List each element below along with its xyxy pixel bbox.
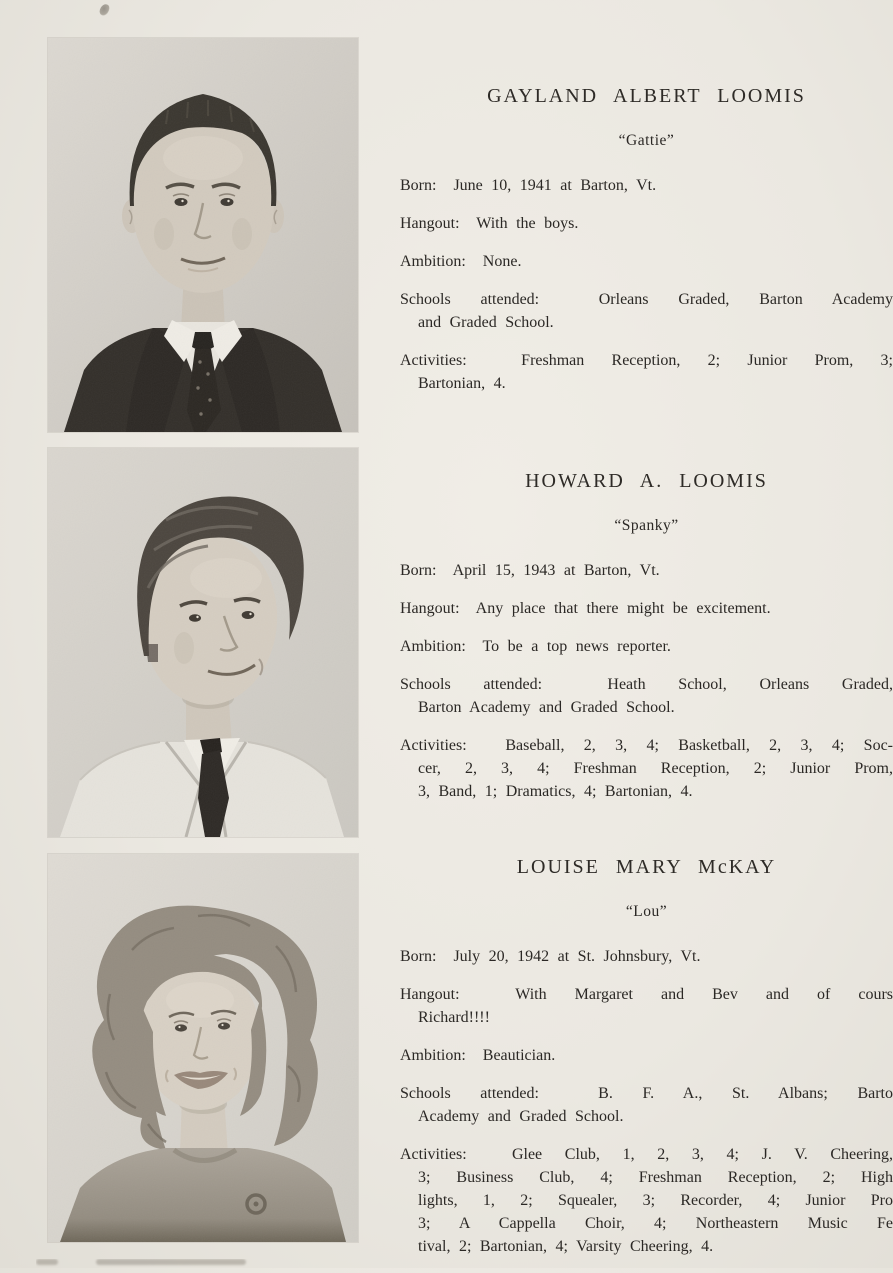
bio-line: Activities: Freshman Reception, 2; Junior Prom, 3; (400, 352, 893, 369)
student-nickname: “Gattie” (618, 132, 675, 149)
portrait-photo-male-pompadour (48, 448, 358, 837)
bio-line: and Graded School. (418, 314, 554, 331)
bio-line: Barton Academy and Graded School. (418, 699, 675, 716)
bio-ambition (400, 635, 893, 658)
bio-line: Born: June 10, 1941 at Barton, Vt. (400, 177, 657, 194)
portrait-louise-mckay (48, 854, 358, 1242)
bio-line: Bartonian, 4. (418, 375, 506, 392)
bio-activities (400, 349, 893, 395)
student-name: HOWARD A. LOOMIS (525, 470, 768, 492)
portrait-photo-female-curls (48, 854, 358, 1242)
bio-line: Richard!!!! (418, 1009, 490, 1026)
bio-line: Ambition: To be a top news reporter. (400, 638, 671, 655)
bio-hangout (400, 212, 893, 235)
page-footer-cutoff (36, 1259, 356, 1268)
bio-hangout (400, 983, 893, 1029)
student-nickname: “Spanky” (614, 517, 679, 534)
bio-line: Born: April 15, 1943 at Barton, Vt. (400, 562, 660, 579)
bio-ambition (400, 250, 893, 273)
bio-born (400, 174, 893, 197)
student-name: LOUISE MARY McKAY (516, 856, 777, 878)
bio-line: Hangout: With the boys. (400, 215, 579, 232)
portrait-gayland-loomis (48, 38, 358, 432)
bio-line: Hangout: With Margaret and Bev and of cours (400, 986, 893, 1003)
bio-line: Schools attended: Heath School, Orleans Graded, (400, 676, 893, 693)
print-speck (98, 3, 110, 17)
bio-line: 3, Band, 1; Dramatics, 4; Bartonian, 4. (418, 783, 693, 800)
bio-ambition (400, 1044, 893, 1067)
portrait-howard-loomis (48, 448, 358, 837)
bio-line: Activities: Glee Club, 1, 2, 3, 4; J. V. Cheering, (400, 1146, 893, 1163)
bio-schools (400, 288, 893, 334)
bio-activities (400, 1143, 893, 1258)
bio-line: Hangout: Any place that there might be excitement. (400, 600, 771, 617)
bio-line: Ambition: None. (400, 253, 522, 270)
bio-born (400, 945, 893, 968)
bio-line: Schools attended: Orleans Graded, Barton Academy (400, 291, 893, 308)
bio-hangout (400, 597, 893, 620)
bio-schools (400, 1082, 893, 1128)
bio-line: 3; Business Club, 4; Freshman Reception, 2; High (418, 1169, 893, 1186)
bio-born (400, 559, 893, 582)
student-name: GAYLAND ALBERT LOOMIS (487, 85, 806, 107)
bio-line: tival, 2; Bartonian, 4; Varsity Cheering, 4. (418, 1238, 714, 1255)
bio-line: Born: July 20, 1942 at St. Johnsbury, Vt. (400, 948, 701, 965)
bio-line: lights, 1, 2; Squealer, 3; Recorder, 4; Junior Pro (418, 1192, 893, 1209)
bio-line: Activities: Baseball, 2, 3, 4; Basketball, 2, 3, 4; Soc- (400, 737, 893, 754)
bio-line: Academy and Graded School. (418, 1108, 624, 1125)
bio-line: cer, 2, 3, 4; Freshman Reception, 2; Junior Prom, (418, 760, 893, 777)
student-entry-howard (400, 470, 893, 818)
bio-activities (400, 734, 893, 803)
bio-line: Ambition: Beautician. (400, 1047, 556, 1064)
portrait-photo-male-crew-cut (48, 38, 358, 432)
student-entry-louise (400, 856, 893, 1273)
student-nickname: “Lou” (625, 903, 668, 920)
bio-line: Schools attended: B. F. A., St. Albans; Barto (400, 1085, 893, 1102)
student-entry-gayland (400, 85, 893, 410)
bio-schools (400, 673, 893, 719)
bio-line: 3; A Cappella Choir, 4; Northeastern Music Fe (418, 1215, 893, 1232)
